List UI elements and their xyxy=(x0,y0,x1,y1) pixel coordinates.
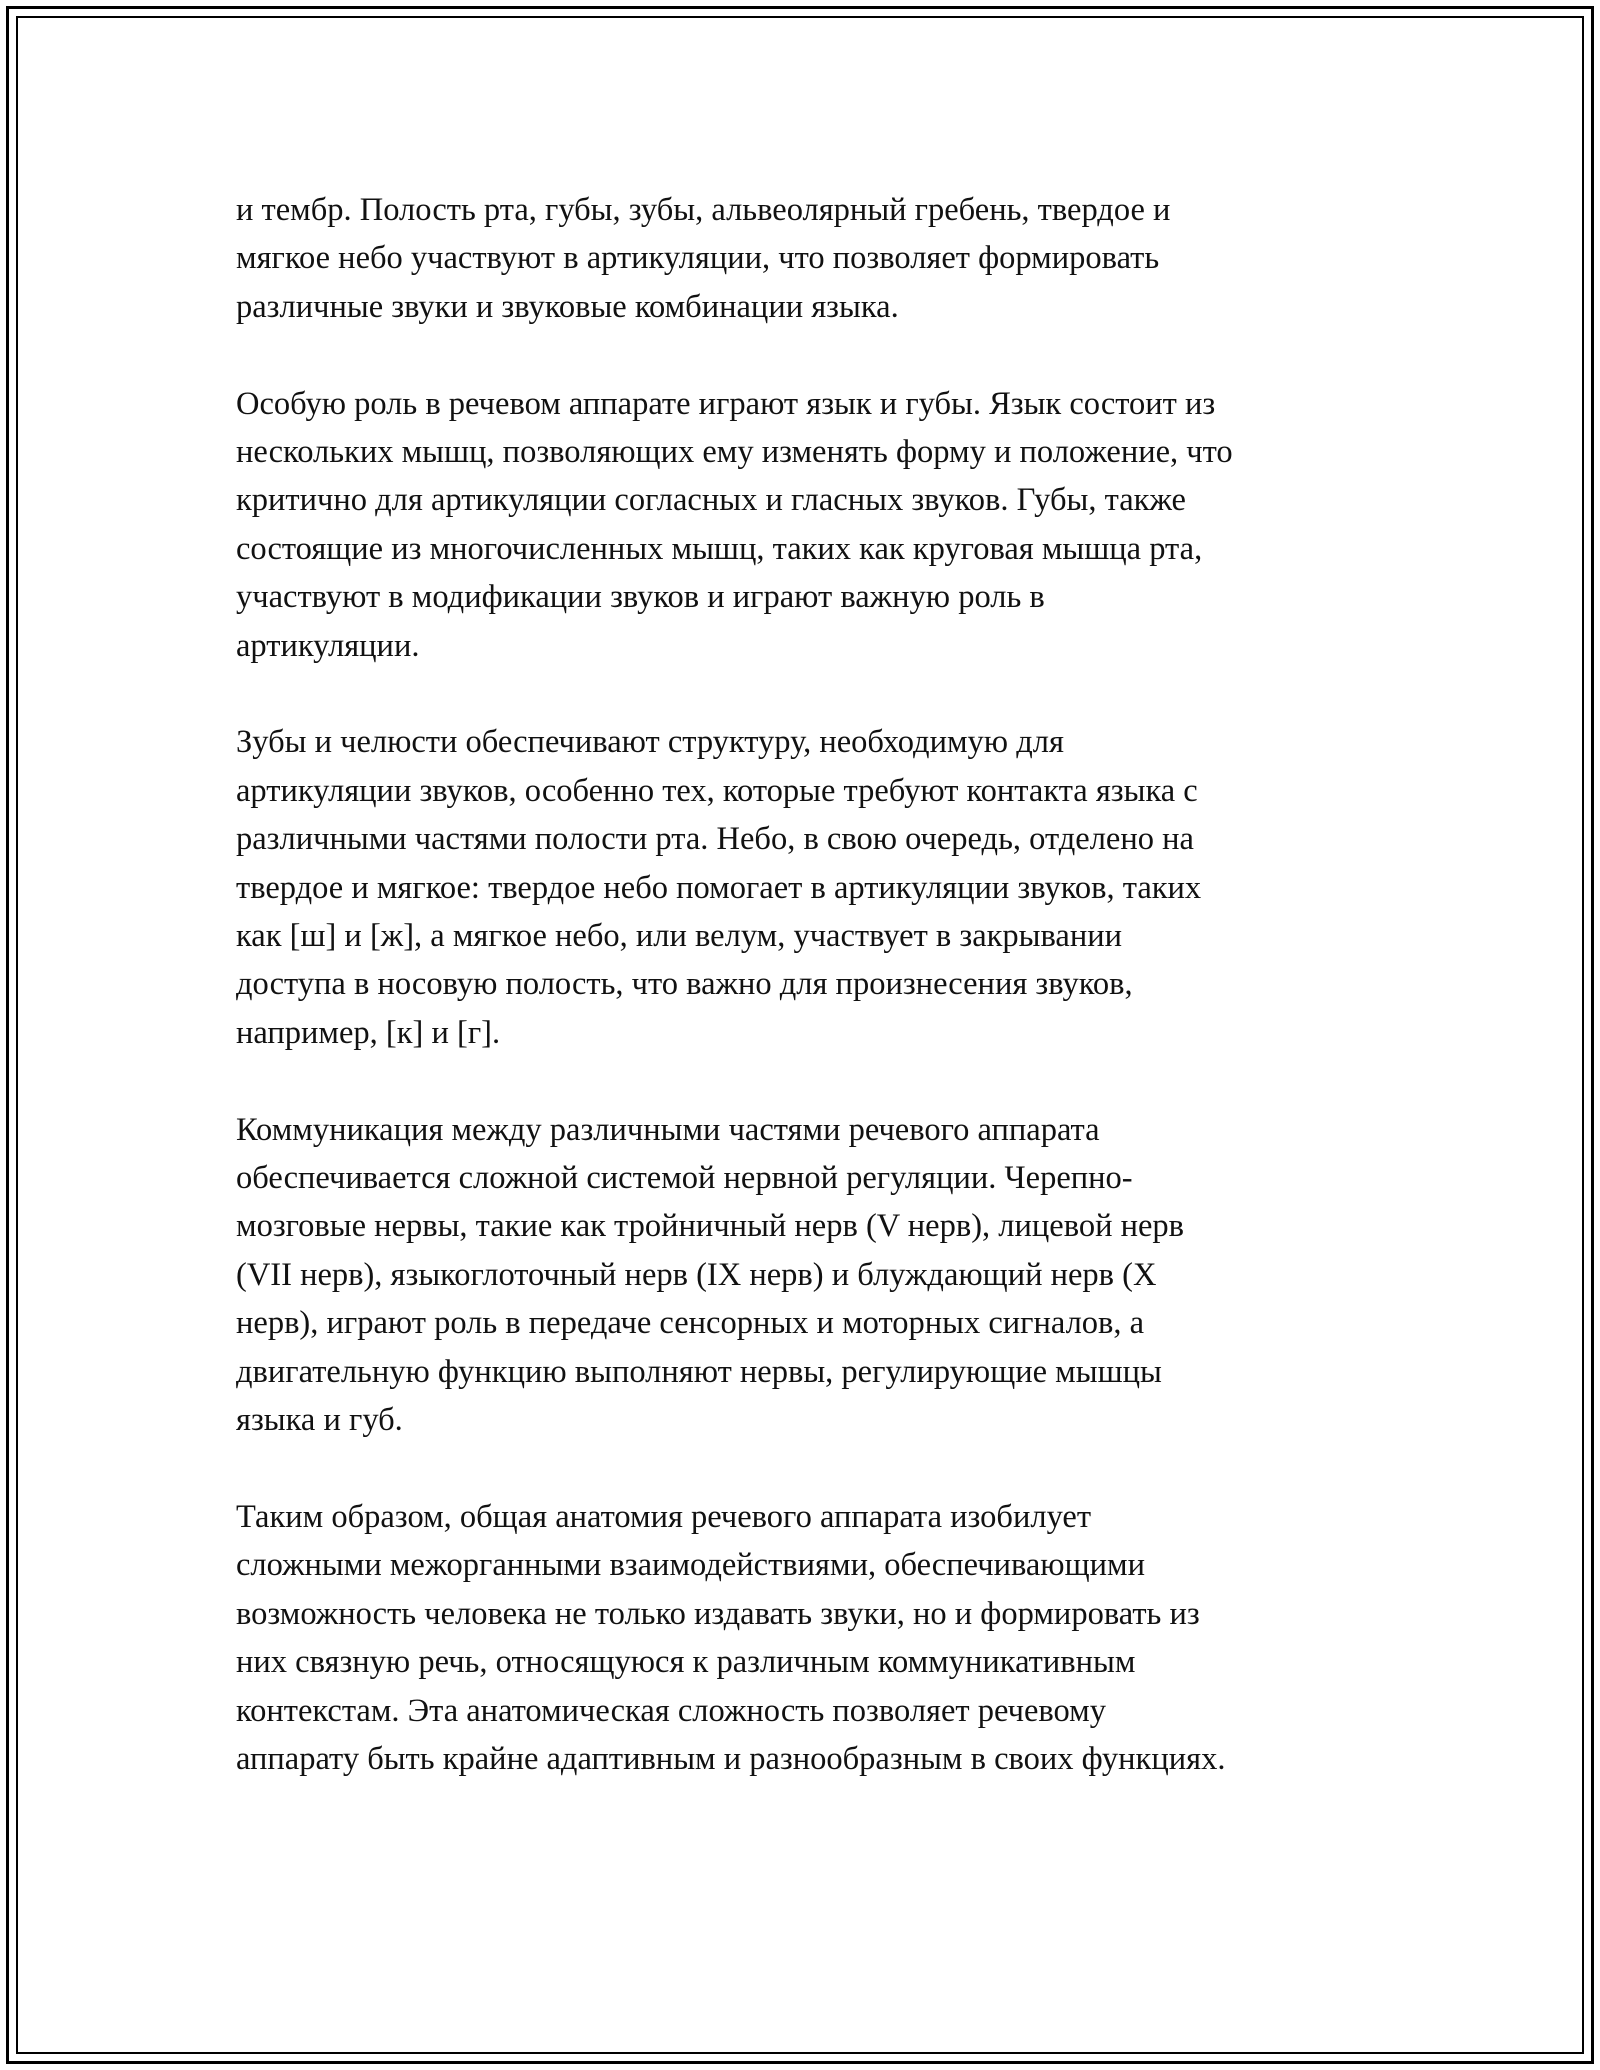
text-line: Таким образом, общая анатомия речевого аппарата изобилует xyxy=(236,1498,1092,1535)
text-line: артикуляции звуков, особенно тех, которые требуют контакта языка с xyxy=(236,772,1198,809)
text-line: нескольких мышц, позволяющих ему изменять форму и положение, что xyxy=(236,434,1233,471)
text-line: состоящие из многочисленных мышц, таких как круговая мышца рта, xyxy=(236,530,1203,567)
text-line: обеспечивается сложной системой нервной регуляции. Черепно- xyxy=(236,1160,1133,1197)
text-line: артикуляции. xyxy=(236,627,420,664)
text-line: и тембр. Полость рта, губы, зубы, альвеолярный гребень, твердое и xyxy=(236,192,1171,228)
text-line: различные звуки и звуковые комбинации языка. xyxy=(236,288,899,325)
paragraph-2 xyxy=(236,380,1396,670)
text-line: Особую роль в речевом аппарате играют язык и губы. Язык состоит из xyxy=(236,385,1216,422)
paragraph-1 xyxy=(236,186,1396,331)
text-line: аппарату быть крайне адаптивным и разнообразным в своих функциях. xyxy=(236,1740,1226,1777)
paragraph-5 xyxy=(236,1493,1396,1783)
text-line: Коммуникация между различными частями речевого аппарата xyxy=(236,1111,1100,1148)
text-line: них связную речь, относящуюся к различным коммуникативным xyxy=(236,1644,1136,1681)
text-line: языка и губ. xyxy=(236,1402,403,1439)
text-line: как [ш] и [ж], а мягкое небо, или велум, участвует в закрывании xyxy=(236,918,1123,955)
text-line: контекстам. Эта анатомическая сложность позволяет речевому xyxy=(236,1692,1106,1729)
text-line: участвуют в модификации звуков и играют важную роль в xyxy=(236,579,1045,616)
document-body xyxy=(236,186,1396,1832)
text-line: сложными межорганными взаимодействиями, обеспечивающими xyxy=(236,1547,1145,1584)
text-line: Зубы и челюсти обеспечивают структуру, необходимую для xyxy=(236,724,1064,761)
text-line: доступа в носовую полость, что важно для произнесения звуков, xyxy=(236,966,1133,1003)
text-line: различными частями полости рта. Небо, в свою очередь, отделено на xyxy=(236,821,1194,858)
paragraph-4 xyxy=(236,1106,1396,1445)
text-line: нерв), играют роль в передаче сенсорных и моторных сигналов, а xyxy=(236,1305,1145,1342)
text-line: возможность человека не только издавать звуки, но и формировать из xyxy=(236,1595,1200,1632)
text-line: двигательную функцию выполняют нервы, регулирующие мышцы xyxy=(236,1353,1162,1390)
text-line: критично для артикуляции согласных и гласных звуков. Губы, также xyxy=(236,482,1186,519)
text-line: мозговые нервы, такие как тройничный нерв (V нерв), лицевой нерв xyxy=(236,1208,1185,1245)
text-line: мягкое небо участвуют в артикуляции, что позволяет формировать xyxy=(236,240,1160,277)
text-line: (VII нерв), языкоглоточный нерв (IX нерв) и блуждающий нерв (X xyxy=(236,1256,1157,1293)
paragraph-3 xyxy=(236,718,1396,1057)
text-line: например, [к] и [г]. xyxy=(236,1014,501,1051)
text-line: твердое и мягкое: твердое небо помогает в артикуляции звуков, таких xyxy=(236,869,1202,906)
